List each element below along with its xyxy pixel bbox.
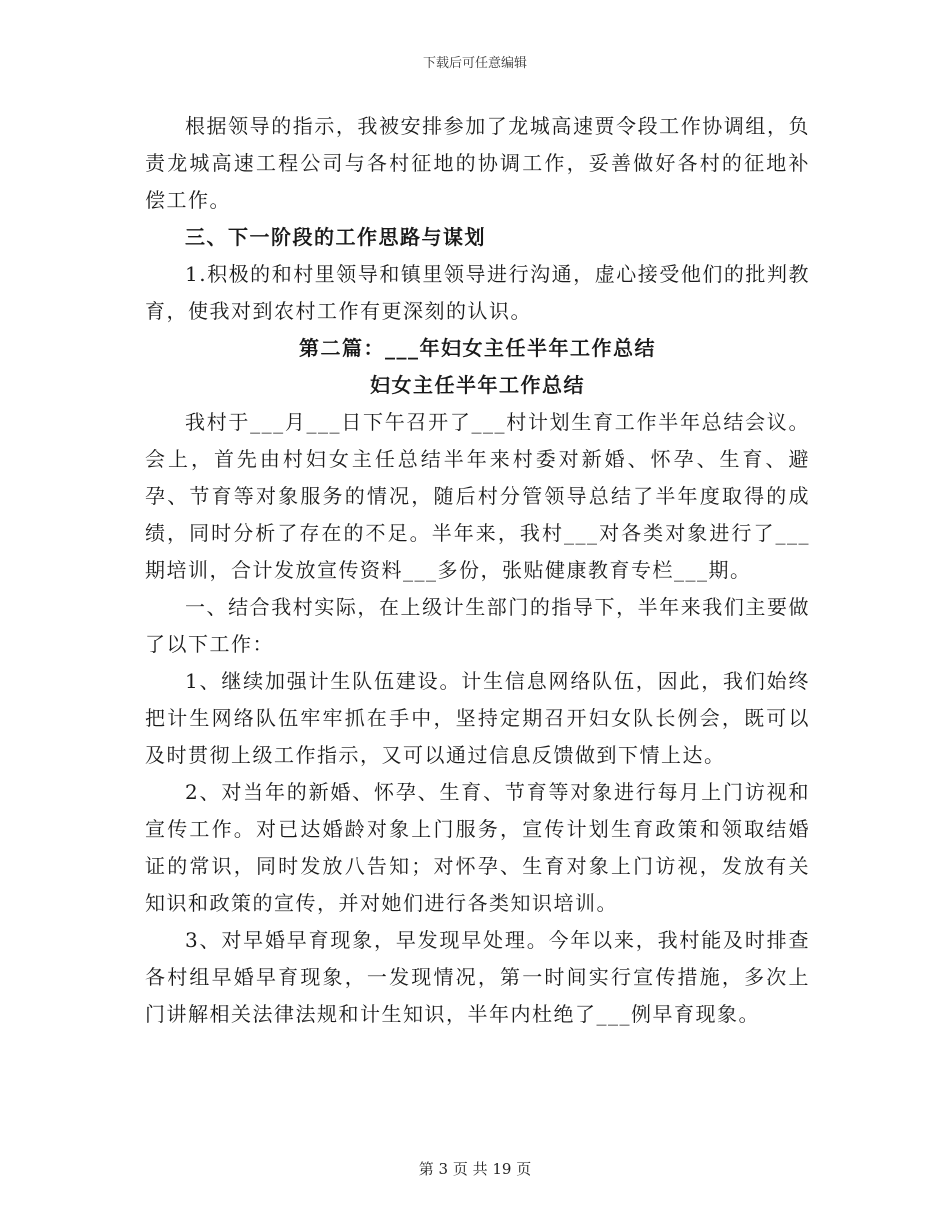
paragraph-home-visits: 2、对当年的新婚、怀孕、生育、节育等对象进行每月上门访视和宣传工作。对已达婚龄对象上门服务，宣传计划生育政策和领取结婚证的常识，同时发放八告知；对怀孕、生育对象上门访视，发放有关知识和政策的宣传，并对她们进行各类知识培训。	[145, 780, 810, 915]
document-body	[145, 108, 810, 1033]
paragraph-team-building: 1、继续加强计生队伍建设。计生信息网络队伍，因此，我们始终把计生网络队伍牢牢抓在手中，坚持定期召开妇女队长例会，既可以及时贯彻上级工作指示，又可以通过信息反馈做到下情上达。	[145, 669, 810, 767]
paragraph-communication: 1.积极的和村里领导和镇里领导进行沟通，虚心接受他们的批判教育，使我对到农村工作有更深刻的认识。	[145, 262, 810, 323]
paragraph-early-marriage: 3、对早婚早育现象，早发现早处理。今年以来，我村能及时排查各村组早婚早育现象，一发现情况，第一时间实行宣传措施，多次上门讲解相关法律法规和计生知识，半年内杜绝了___例早育现象。	[145, 928, 810, 1026]
chapter-title: 第二篇：___年妇女主任半年工作总结	[299, 336, 656, 360]
page-header-note: 下载后可任意编辑	[422, 56, 527, 71]
paragraph-main-work-intro: 一、结合我村实际，在上级计生部门的指导下，半年来我们主要做了以下工作：	[145, 595, 810, 656]
paragraph-meeting-summary: 我村于___月___日下午召开了___村计划生育工作半年总结会议。会上，首先由村妇女主任总结半年来村委对新婚、怀孕、生育、避孕、节育等对象服务的情况，随后村分管领导总结了半年度取得的成绩，同时分析了存在的不足。半年来，我村___对各类对象进行了___期培训，合计发放宣传资料___多份，张贴健康教育专栏___期。	[145, 410, 810, 582]
paragraph-coordination: 根据领导的指示，我被安排参加了龙城高速贾令段工作协调组，负责龙城高速工程公司与各村征地的协调工作，妥善做好各村的征地补偿工作。	[145, 114, 810, 212]
page-footer-number: 第 3 页 共 19 页	[418, 1160, 532, 1178]
chapter-subtitle: 妇女主任半年工作总结	[370, 373, 585, 397]
section-heading-next-stage: 三、下一阶段的工作思路与谋划	[185, 225, 486, 249]
